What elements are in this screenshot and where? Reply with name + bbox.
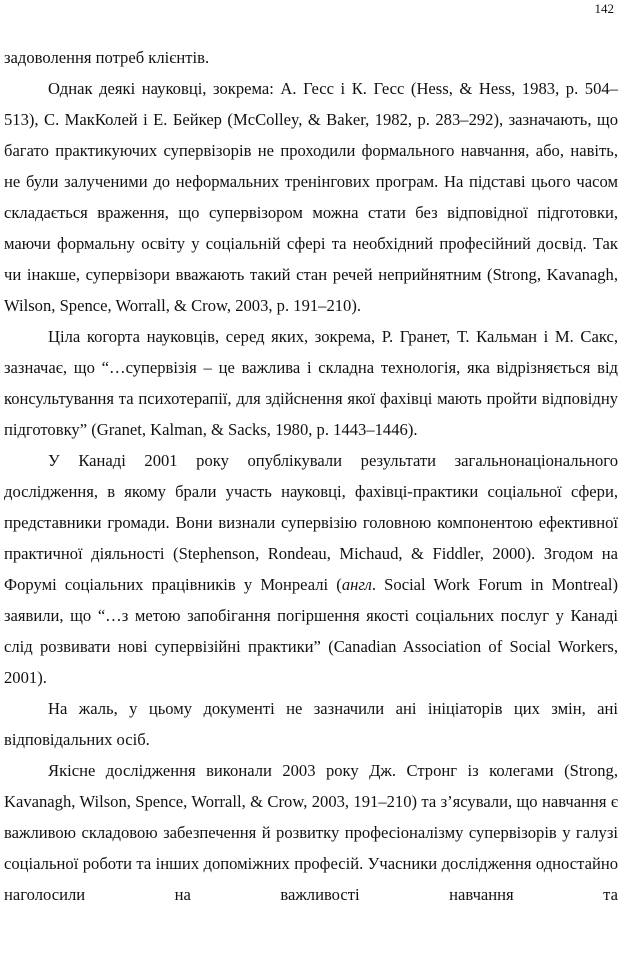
paragraph-unfortunately: На жаль, у цьому документі не зазначили ані ініціаторів цих змін, ані відповідальних осіб. <box>4 699 618 749</box>
body-text <box>4 42 618 910</box>
canada-text-after-italic: . Social Work Forum in Montreal) заявили, що “…з метою запобігання погіршення якості соціальних послуг у Канаді слід розвивати нові супервізійні практики” (Canadian Association of Social Workers, 2001). <box>4 575 618 687</box>
italic-abbreviation-engl: англ <box>341 575 372 594</box>
canada-text-before-italic: У Канаді 2001 року опублікували результати загальнонаціонального дослідження, в якому брали участь науковці, фахівці-практики соціальної сфери, представники громади. Вони визнали супервізію головною компонентою ефективної практичної діяльності (Stephenson, Rondeau, Michaud, & Fiddler, 2000). Згодом на Форумі соціальних працівників у Монреалі ( <box>4 451 618 594</box>
paragraph-supervisor-training: Однак деякі науковці, зокрема: А. Гесс і К. Гесс (Hess, & Hess, 1983, p. 504–513), С. МакКолей і Е. Бейкер (McColley, & Baker, 1982, p. 283–292), зазначають, що багато практикуючих супервізорів не проходили формального навчання, або, навіть, не були залученими до неформальних тренінгових програм. На підставі цього часом складається враження, що супервізором можна стати без відповідної підготовки, маючи формальну освіту у соціальній сфері та необхідний професійний досвід. Так чи інакше, супервізори вважають такий стан речей неприйнятним (Strong, Kavanagh, Wilson, Spence, Worrall, & Crow, 2003, p. 191–210). <box>4 79 618 315</box>
paragraph-continuation: задоволення потреб клієнтів. <box>4 48 210 67</box>
paragraph-qualitative-study: Якісне дослідження виконали 2003 року Дж. Стронг із колегами (Strong, Kavanagh, Wilson, Spence, Worrall, & Crow, 2003, 191–210) та з’ясували, що навчання є важливою складовою забезпечення й розвитку професіоналізму супервізорів у галузі соціальної роботи та інших допоміжних професій. Учасники дослідження одностайно наголосили на важливості навчання та <box>4 761 618 904</box>
paragraph-cohort-quote: Ціла когорта науковців, серед яких, зокрема, Р. Гранет, Т. Кальман і М. Сакс, зазначає, що “…супервізія – це важлива і складна технологія, яка відрізняється від консультування та психотерапії, для здійснення якої фахівці мають пройти відповідну підготовку” (Granet, Kalman, & Sacks, 1980, p. 1443–1446). <box>4 327 618 439</box>
page-number: 142 <box>594 1 614 16</box>
paragraph-canada-study <box>4 445 618 693</box>
